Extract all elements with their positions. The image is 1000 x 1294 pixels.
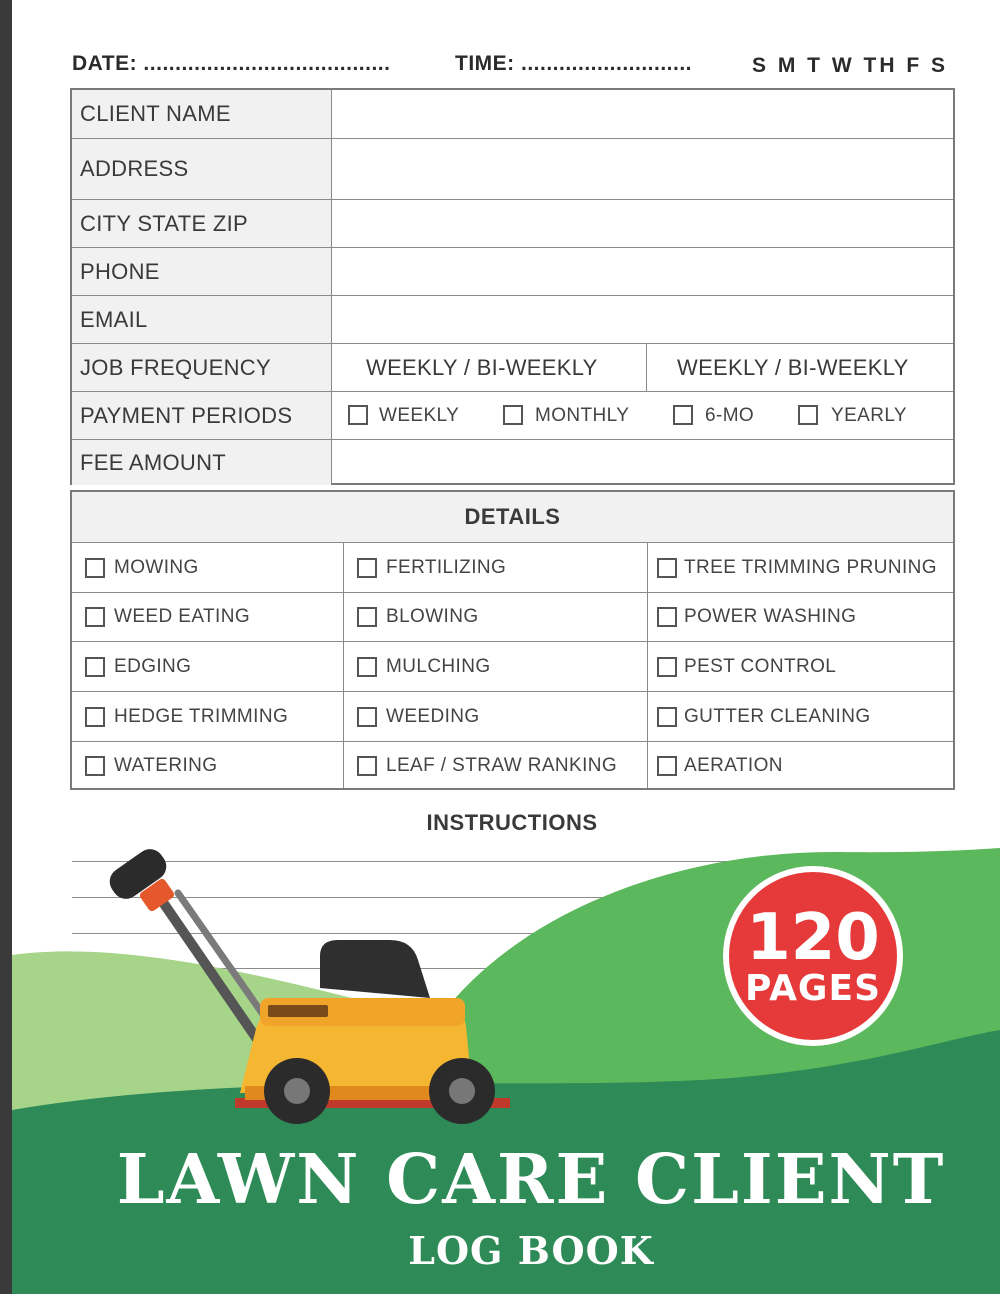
page-count-badge xyxy=(723,866,903,1046)
label-fee-amount: FEE AMOUNT xyxy=(72,440,332,485)
detail-tree-trimming: TREE TRIMMING PRUNING xyxy=(684,557,937,578)
detail-pest-control: PEST CONTROL xyxy=(684,656,837,677)
cover-title: LAWN CARE CLIENT xyxy=(116,1140,946,1220)
detail-watering: WATERING xyxy=(114,755,218,776)
label-address: ADDRESS xyxy=(72,139,332,199)
payment-monthly-label: MONTHLY xyxy=(535,405,630,426)
detail-leaf-straw: LEAF / STRAW RANKING xyxy=(386,755,618,776)
job-frequency-option-1: WEEKLY / BI-WEEKLY xyxy=(366,355,598,380)
page-count-label: PAGES xyxy=(744,968,881,1009)
detail-weed-eating: WEED EATING xyxy=(114,606,250,627)
page-count-number: 120 xyxy=(746,901,880,975)
detail-hedge-trimming: HEDGE TRIMMING xyxy=(114,706,289,727)
label-client-name: CLIENT NAME xyxy=(72,90,332,138)
job-frequency-option-2: WEEKLY / BI-WEEKLY xyxy=(677,355,909,380)
detail-blowing: BLOWING xyxy=(386,606,479,627)
detail-power-washing: POWER WASHING xyxy=(684,606,857,627)
date-field: DATE: ....................................... xyxy=(72,52,391,75)
detail-aeration: AERATION xyxy=(684,755,783,776)
label-payment-periods: PAYMENT PERIODS xyxy=(72,392,332,439)
detail-mowing: MOWING xyxy=(114,557,199,578)
payment-weekly-label: WEEKLY xyxy=(379,405,460,426)
cover-subtitle: LOG BOOK xyxy=(408,1228,654,1273)
weekday-letters: S M T W TH F S xyxy=(752,54,948,77)
detail-edging: EDGING xyxy=(114,656,192,677)
detail-gutter-cleaning: GUTTER CLEANING xyxy=(684,706,871,727)
label-email: EMAIL xyxy=(72,296,332,343)
instructions-heading: INSTRUCTIONS xyxy=(426,810,598,835)
details-heading: DETAILS xyxy=(72,492,953,542)
payment-6-mo-label: 6-MO xyxy=(705,405,755,426)
time-field: TIME: ........................... xyxy=(455,52,693,75)
detail-fertilizing: FERTILIZING xyxy=(386,557,507,578)
label-city-state-zip: CITY STATE ZIP xyxy=(72,200,332,247)
detail-weeding: WEEDING xyxy=(386,706,480,727)
payment-yearly-label: YEARLY xyxy=(831,405,907,426)
lawn-mower-illustration xyxy=(100,848,520,1128)
label-phone: PHONE xyxy=(72,248,332,295)
detail-mulching: MULCHING xyxy=(386,656,491,677)
label-job-frequency: JOB FREQUENCY xyxy=(72,344,332,391)
